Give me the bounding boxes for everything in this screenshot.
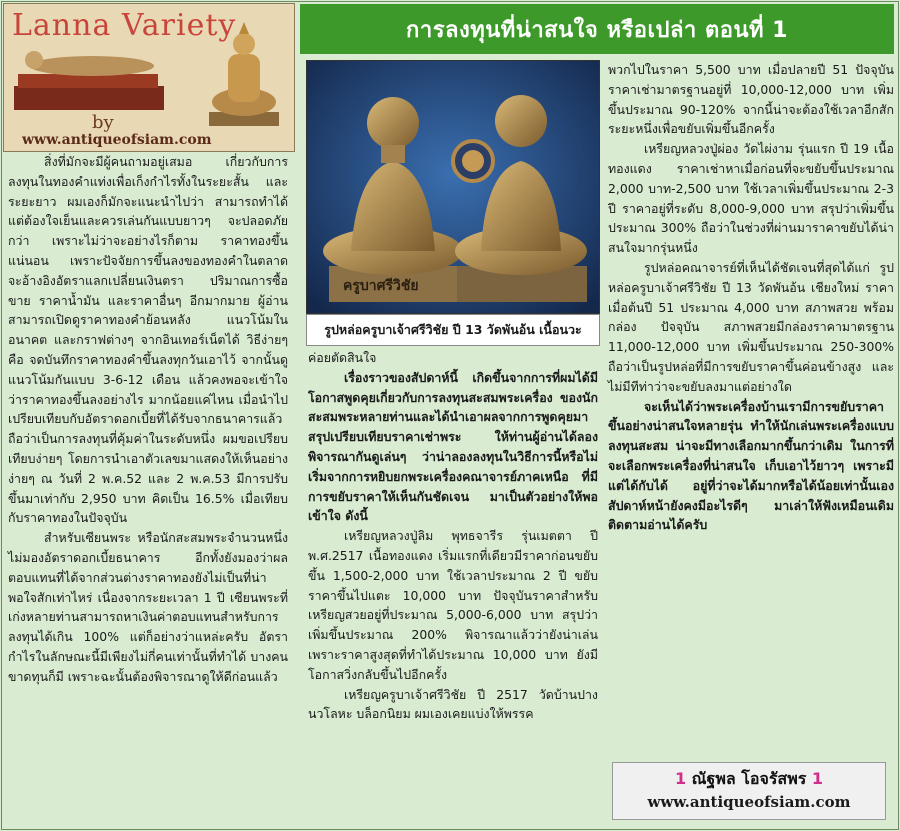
paragraph: รูปหล่อคณาจารย์ที่เห็นได้ชัดเจนที่สุดได้แก่ รูปหล่อครูบาเจ้าศรีวิชัย ปี 13 วัดพันอ้น เชียงใหม่ ราคาเมื่อต้นปี 51 ประมาณ 4,000 บาท สภาพสวย พร้อมกล่อง ปัจจุบัน สภาพสวยมีกล่องราคามาตรฐาน 11,000-12,000 บาท เพิ่มขึ้นประมาณ 250-300% ถือว่าเป็นรูปหล่อที่มีการขยับราคาขึ้นค่อนข้างสูง และไม่มีทีท่าว่าจะขยับลงมาแต่อย่างใด: [608, 259, 894, 394]
lanna-variety-logo: [3, 3, 295, 152]
article-headline: การลงทุนที่น่าสนใจ หรือเปล่า ตอนที่ 1: [300, 4, 894, 54]
author-line: [613, 767, 885, 792]
author-mark-right: 1: [811, 769, 824, 788]
author-box: [612, 762, 886, 820]
amulet-photo: [306, 60, 600, 314]
paragraph: สิ่งที่มักจะมีผู้คนถามอยู่เสมอ เกี่ยวกับการลงทุนในทองคำแท่งเพื่อเก็งกำไรทั้งในระยะสั้น และระยะยาว ผมเองก็มักจะแนะนำไปว่า สามารถทำได้แต่ต้องใจเย็นและควรเล่นกันแบบยาวๆ จะปลอดภัยกว่า เพราะไม่ว่าจะอย่างไรก็ตาม ราคาทองขึ้นแน่นอน เพราะปัจจัยการขึ้นลงของทองคำในตลาด จะอ้างอิงอัตราแลกเปลี่ยนเงินตรา ปริมาณการซื้อขาย ราคาน้ำมัน และราคาอื่นๆ อีกมากมาย ผู้อ่านสามารถเปิดดูราคาทองคำย้อนหลัง แนวโน้มในอนาคต และกราฟต่างๆ จากอินเทอร์เน็ตได้ วิธีง่ายๆ คือ จดบันทึกราคาทองคำขึ้นลงทุกวันเอาไว้ จากนั้นดูแนวโน้มกันแบบ 3-6-12 เดือน แล้วคงพอจะเข้าใจว่าราคาทองขึ้นลงอย่างไร มากน้อยแค่ไหน เมื่อนำไปเปรียบเทียบกับอัตราดอกเบี้ยที่ได้รับจากธนาคารแล้ว ถือว่าเป็นการลงทุนที่คุ้มค่าในระดับหนึ่ง ผมขอเปรียบเทียบง่ายๆ โดยการนำเอาตัวเลขมาแสดงให้เห็นอย่างง่ายๆ ณ วันที่ 2 พ.ค.52 และ 2 พ.ค.53 มีการปรับขึ้นมาเท่ากับ 2,950 บาท คิดเป็น 16.5% เมื่อเทียบกับราคาทองในปัจจุบัน: [8, 154, 288, 526]
statue-base-text: ครูบาศรีวิชัย: [343, 278, 419, 294]
paragraph: พวกไปในราคา 5,500 บาท เมื่อปลายปี 51 ปัจจุบันราคาเช่ามาตรฐานอยู่ที่ 10,000-12,000 บาท เพิ่มขึ้นประมาณ 90-120% จากนี้น่าจะต้องใช้เวลาอีกสักระยะหนึ่งเพื่อขยับเพิ่มขึ้นอีกครั้ง: [608, 62, 894, 137]
paragraph: เหรียญครูบาเจ้าศรีวิชัย ปี 2517 วัดบ้านปาง นวโลหะ บล็อกนิยม ผมเองเคยแบ่งให้พรรค: [308, 686, 598, 722]
paragraph-bold: จะเห็นได้ว่าพระเครื่องบ้านเรามีการขยับราคาขึ้นอย่างน่าสนใจหลายรุ่น ทำให้นักเล่นพระเครื่องแบบลงทุนสะสม น่าจะมีทางเลือกมากขึ้นกว่าเดิม ในการที่จะเลือกพระเครื่องที่น่าสนใจ เก็บเอาไว้ยาวๆ เพราะมีแต่ได้กับได้ อยู่ที่ว่าจะได้มากหรือได้น้อยเท่านั้นเอง สัปดาห์หน้ายังคงมีอะไรดีๆ มาเล่าให้ฟังเหมือนเดิม ติดตามอ่านได้ครับ: [608, 398, 894, 533]
author-site-url[interactable]: www.antiqueofsiam.com: [647, 793, 851, 811]
paragraph: สำหรับเซียนพระ หรือนักสะสมพระจำนวนหนึ่ง ไม่มองอัตราดอกเบี้ยธนาคาร อีกทั้งยังมองว่าผลตอบแทนที่ได้จากส่วนต่างราคาทองยังไม่เป็นที่น่าพอใจสักเท่าไหร่ เนื่องจากระยะเวลา 1 ปี เซียนพระที่เก่งหลายท่านสามารถหาเงินค่าตอบแทนสำหรับการลงทุนได้เกิน 100% แต่ก็อย่างว่าแหล่ะครับ อัตรากำไรในลักษณะนี้มีเพียงไม่กี่คนเท่านั้นที่ทำได้ บางคนขาดทุนก็มี เพราะฉะนั้นต้องพิจารณาดูให้ดีก่อนแล้ว: [8, 530, 288, 684]
paragraph: เหรียญหลวงปู่ผ่อง วัดไผ่งาม รุ่นแรก ปี 19 เนื้อทองแดง ราคาเช่าหาเมื่อก่อนที่จะขยับขึ้นประมาณ 2,000 บาท-2,500 บาท ใช้เวลาเพิ่มขึ้นประมาณ 2-3 ปี ราคาอยู่ที่ระดับ 8,000-9,000 บาท สรุปว่าเพิ่มขึ้นประมาณ 300% ถือว่าในช่วงที่ผ่านมาราคาขยับได้น่าสนใจมากรุ่นหนึ่ง: [608, 141, 894, 256]
author-name: ณัฐพล โอจรัสพร: [691, 769, 807, 788]
author-mark-left: 1: [674, 769, 687, 788]
right-column: [608, 60, 894, 535]
paragraph-bold: เรื่องราวของสัปดาห์นี้ เกิดขึ้นจากการที่ผมได้มีโอกาสพูดคุยเกี่ยวกับการลงทุนสะสมพระเครื่อง ของนักสะสมพระหลายท่านและได้นำเอาผลจากการพูดคุยมาสรุปเปรียบเทียบราคาเช่าพระ ให้ท่านผู้อ่านได้ลองพิจารณากันดูเล่นๆ ว่าน่าลองลงทุนในวิธีการนี้หรือไม่ เริ่มจากการหยิบยกพระเครื่องคณาจารย์ภาคเหนือ ที่มีการขยับราคาให้เห็นกันชัดเจน มาเป็นตัวอย่างให้พอเข้าใจ ดังนี้: [308, 369, 598, 524]
logo-by: by: [92, 112, 114, 133]
logo-title: Lanna Variety: [12, 8, 237, 43]
middle-column: [308, 348, 598, 724]
paragraph: เหรียญหลวงปู่ลิม พุทธจารีร รุ่นเมตตา ปี พ.ศ.2517 เนื้อทองแดง เริ่มแรกที่เดียวมีราคาก่อนขยับขึ้น 1,500-2,000 บาท ใช้เวลาประมาณ 2 ปี ขยับราคาขึ้นไปแตะ 10,000 บาท ปัจจุบันราคาสำหรับเหรียญสวยอยู่ที่ประมาณ 5,000-6,000 บาท สรุปว่าเพิ่มขึ้นประมาณ 200% พิจารณาแล้วว่ายังน่าเล่นเพราะราคาสูงสุดที่ทำได้ประมาณ 10,000 บาท ยังมีโอกาสวิ่งกลับขึ้นไปอีกครั้ง: [308, 528, 598, 682]
photo-caption: รูปหล่อครูบาเจ้าศรีวิชัย ปี 13 วัดพันอ้น เนื้อนวะ: [306, 314, 600, 346]
logo-site-url[interactable]: www.antiqueofsiam.com: [22, 132, 212, 148]
left-column: [8, 152, 288, 687]
paragraph: ค่อยตัดสินใจ: [308, 350, 377, 365]
